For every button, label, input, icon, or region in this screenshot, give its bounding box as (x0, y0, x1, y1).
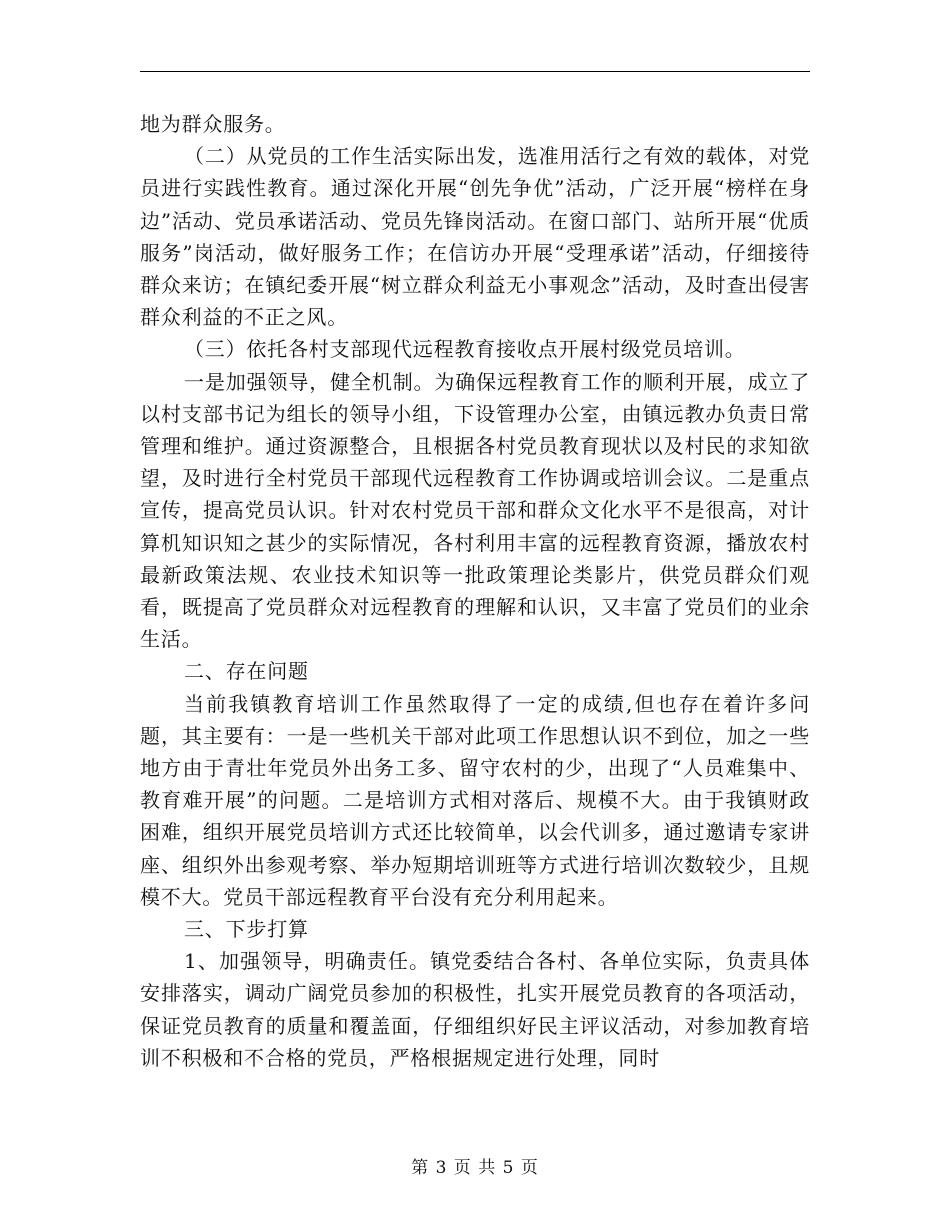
section-heading-problems: 二、存在问题 (184, 659, 309, 684)
paragraph-practice-education: （二）从党员的工作生活实际出发，选准用活行之有效的载体，对党员进行实践性教育。通过深化开展“创先争优”活动，广泛开展“榜样在身边”活动、党员承诺活动、党员先锋岗活动。在窗口部门、站所开展“优质服务”岗活动，做好服务工作；在信访办开展“受理承诺”活动，仔细接待群众来访；在镇纪委开展“树立群众利益无小事观念”活动，及时查出侵害群众利益的不正之风。 (140, 144, 810, 330)
section-heading-next-steps: 三、下步打算 (184, 917, 309, 942)
paragraph-continuation: 地为群众服务。 (140, 112, 286, 136)
paragraph-remote-education: 一是加强领导，健全机制。为确保远程教育工作的顺利开展，成立了以村支部书记为组长的领导小组，下设管理办公室，由镇远教办负责日常管理和维护。通过资源整合，且根据各村党员教育现状以及村民的求知欲望，及时进行全村党员干部现代远程教育工作协调或培训会议。二是重点宣传，提高党员认识。针对农村党员干部和群众文化水平不是很高，对计算机知识知之甚少的实际情况，各村利用丰富的远程教育资源，播放农村最新政策法规、农业技术知识等一批政策理论类影片，供党员群众们观看，既提高了党员群众对远程教育的理解和认识，又丰富了党员们的业余生活。 (140, 369, 810, 652)
page-number-footer: 第 3 页 共 5 页 (411, 1158, 539, 1178)
document-body (140, 108, 810, 1074)
header-rule (140, 71, 810, 72)
paragraph-problems: 当前我镇教育培训工作虽然取得了一定的成绩,但也存在着许多问题，其主要有：一是一些机关干部对此项工作思想认识不到位，加之一些地方由于青壮年党员外出务工多、留守农村的少，出现了“人员难集中、教育难开展”的问题。二是培训方式相对落后、规模不大。由于我镇财政困难，组织开展党员培训方式还比较简单，以会代训多，通过邀请专家讲座、组织外出参观考察、举办短期培训班等方式进行培训次数较少，且规模不大。党员干部远程教育平台没有充分利用起来。 (140, 691, 810, 909)
paragraph-village-training: （三）依托各村支部现代远程教育接收点开展村级党员培训。 (184, 337, 746, 362)
paragraph-leadership: 1、加强领导，明确责任。镇党委结合各村、各单位实际，负责具体安排落实，调动广阔党员参加的积极性，扎实开展党员教育的各项活动，保证党员教育的质量和覆盖面，仔细组织好民主评议活动，对参加教育培训不积极和不合格的党员，严格根据规定进行处理，同时 (140, 949, 810, 1070)
